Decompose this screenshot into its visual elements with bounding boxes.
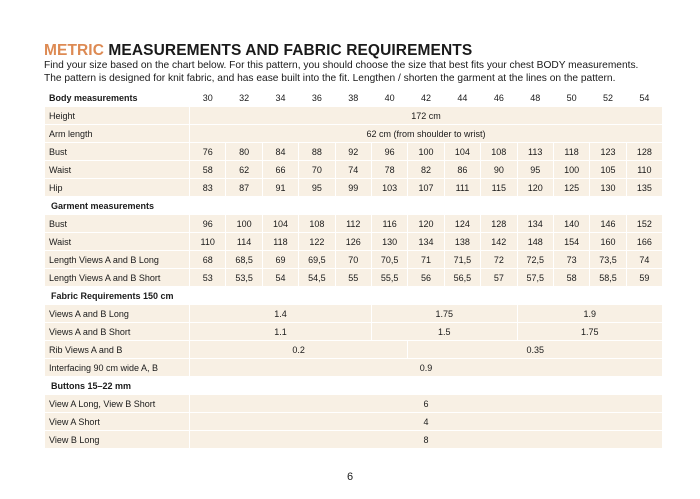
- size-header: 34: [275, 93, 286, 103]
- measurement-table: [44, 89, 663, 449]
- garment-header: Garment measurements: [51, 200, 155, 211]
- table-row: [45, 233, 662, 250]
- table-cell: 135: [627, 179, 662, 196]
- row-label: Bust: [45, 215, 189, 232]
- row-label: Rib Views A and B: [45, 341, 189, 358]
- size-header: 30: [202, 93, 213, 103]
- table-cell: 54: [263, 269, 298, 286]
- table-cell: 1.9: [518, 305, 663, 322]
- size-header: 32: [239, 93, 250, 103]
- table-cell: 53: [190, 269, 225, 286]
- size-header: 54: [639, 93, 650, 103]
- section-header-row: [45, 377, 662, 394]
- intro-text: [44, 60, 638, 85]
- table-cell: 57: [481, 269, 516, 286]
- size-header: 40: [384, 93, 395, 103]
- table-row: [45, 305, 662, 322]
- table-cell: 82: [408, 161, 443, 178]
- table-cell: 130: [590, 179, 625, 196]
- table-row: [45, 143, 662, 160]
- table-row: [45, 413, 662, 430]
- row-label: Height: [45, 107, 189, 124]
- table-cell: 146: [590, 215, 625, 232]
- table-cell: 59: [627, 269, 662, 286]
- table-cell: 80: [226, 143, 261, 160]
- table-cell: 118: [263, 233, 298, 250]
- table-cell: 120: [518, 179, 553, 196]
- title-accent: METRIC: [44, 42, 105, 59]
- table-row: [45, 107, 662, 124]
- row-label: Bust: [45, 143, 189, 160]
- table-cell: 74: [336, 161, 371, 178]
- table-cell: 128: [627, 143, 662, 160]
- row-label: Arm length: [45, 125, 189, 142]
- table-row: [45, 323, 662, 340]
- height-value: 172 cm: [190, 107, 662, 124]
- table-cell: 72,5: [518, 251, 553, 268]
- table-cell: 105: [590, 161, 625, 178]
- table-cell: 152: [627, 215, 662, 232]
- table-cell: 68: [190, 251, 225, 268]
- body-header-row: [45, 90, 662, 106]
- row-label: View A Long, View B Short: [45, 395, 189, 412]
- table-cell: 1.1: [190, 323, 371, 340]
- table-cell: 0.35: [408, 341, 662, 358]
- table-row: [45, 269, 662, 286]
- table-cell: 78: [372, 161, 407, 178]
- table-cell: 104: [263, 215, 298, 232]
- table-cell: 134: [518, 215, 553, 232]
- table-cell: 86: [445, 161, 480, 178]
- table-cell: 112: [336, 215, 371, 232]
- size-header: 36: [311, 93, 322, 103]
- table-cell: 100: [226, 215, 261, 232]
- table-cell: 1.75: [372, 305, 517, 322]
- table-cell: 128: [481, 215, 516, 232]
- table-cell: 53,5: [226, 269, 261, 286]
- table-cell: 130: [372, 233, 407, 250]
- table-cell: 104: [445, 143, 480, 160]
- table-cell: 114: [226, 233, 261, 250]
- table-cell: 110: [190, 233, 225, 250]
- table-cell: 70: [336, 251, 371, 268]
- row-label: Length Views A and B Long: [45, 251, 189, 268]
- intro-line: Find your size based on the chart below. For this pattern, you should choose the size that best fits your chest BODY measurements.: [44, 60, 639, 71]
- table-cell: 56,5: [445, 269, 480, 286]
- table-cell: 111: [445, 179, 480, 196]
- table-cell: 142: [481, 233, 516, 250]
- table-cell: 69: [263, 251, 298, 268]
- buttons-header: Buttons 15–22 mm: [51, 380, 132, 391]
- table-cell: 120: [408, 215, 443, 232]
- table-cell: 74: [627, 251, 662, 268]
- table-cell: 0.9: [190, 359, 662, 376]
- table-cell: 8: [190, 431, 662, 448]
- size-header: 38: [348, 93, 359, 103]
- table-cell: 99: [336, 179, 371, 196]
- table-cell: 96: [190, 215, 225, 232]
- table-cell: 87: [226, 179, 261, 196]
- table-cell: 57,5: [518, 269, 553, 286]
- table-row: [45, 251, 662, 268]
- row-label: Hip: [45, 179, 189, 196]
- row-label: Views A and B Long: [45, 305, 189, 322]
- row-label: Length Views A and B Short: [45, 269, 189, 286]
- section-header-row: [45, 287, 662, 304]
- table-cell: 100: [554, 161, 589, 178]
- table-cell: 90: [481, 161, 516, 178]
- table-cell: 122: [299, 233, 334, 250]
- table-cell: 73: [554, 251, 589, 268]
- table-cell: 1.4: [190, 305, 371, 322]
- table-cell: 58: [190, 161, 225, 178]
- table-cell: 84: [263, 143, 298, 160]
- table-cell: 58: [554, 269, 589, 286]
- table-row: [45, 431, 662, 448]
- table-cell: 1.5: [372, 323, 517, 340]
- table-cell: 110: [627, 161, 662, 178]
- intro-line: The pattern is designed for knit fabric, and has ease built into the fit. Lengthen / shorten the garment at the lines on the pattern.: [44, 72, 616, 84]
- section-header-row: [45, 197, 662, 214]
- size-header: 48: [530, 93, 541, 103]
- table-cell: 55: [336, 269, 371, 286]
- table-cell: 118: [554, 143, 589, 160]
- table-cell: 76: [190, 143, 225, 160]
- table-cell: 66: [263, 161, 298, 178]
- table-cell: 73,5: [590, 251, 625, 268]
- size-header: 46: [493, 93, 504, 103]
- table-cell: 108: [481, 143, 516, 160]
- arm-length-value: 62 cm (from shoulder to wrist): [190, 125, 662, 142]
- body-header: Body measurements: [49, 93, 138, 103]
- row-label: Views A and B Short: [45, 323, 189, 340]
- table-cell: 91: [263, 179, 298, 196]
- table-row: [45, 341, 662, 358]
- table-row: [45, 161, 662, 178]
- table-cell: 125: [554, 179, 589, 196]
- page-number: 6: [346, 471, 354, 483]
- table-cell: 62: [226, 161, 261, 178]
- table-cell: 92: [336, 143, 371, 160]
- table-cell: 6: [190, 395, 662, 412]
- size-header: 44: [457, 93, 468, 103]
- table-cell: 4: [190, 413, 662, 430]
- table-cell: 70,5: [372, 251, 407, 268]
- table-cell: 160: [590, 233, 625, 250]
- table-cell: 95: [518, 161, 553, 178]
- table-cell: 107: [408, 179, 443, 196]
- table-cell: 1.75: [518, 323, 663, 340]
- table-cell: 115: [481, 179, 516, 196]
- table-cell: 126: [336, 233, 371, 250]
- table-row: [45, 179, 662, 196]
- table-cell: 56: [408, 269, 443, 286]
- table-cell: 100: [408, 143, 443, 160]
- table-cell: 70: [299, 161, 334, 178]
- table-cell: 58,5: [590, 269, 625, 286]
- table-cell: 68,5: [226, 251, 261, 268]
- table-cell: 83: [190, 179, 225, 196]
- table-row: [45, 215, 662, 232]
- table-cell: 166: [627, 233, 662, 250]
- table-cell: 116: [372, 215, 407, 232]
- row-label: Interfacing 90 cm wide A, B: [45, 359, 189, 376]
- table-cell: 134: [408, 233, 443, 250]
- table-cell: 71: [408, 251, 443, 268]
- table-cell: 88: [299, 143, 334, 160]
- table-cell: 124: [445, 215, 480, 232]
- table-cell: 96: [372, 143, 407, 160]
- table-cell: 138: [445, 233, 480, 250]
- row-label: Waist: [45, 233, 189, 250]
- row-label: View A Short: [45, 413, 189, 430]
- table-cell: 72: [481, 251, 516, 268]
- table-row: [45, 125, 662, 142]
- table-cell: 71,5: [445, 251, 480, 268]
- table-cell: 54,5: [299, 269, 334, 286]
- table-cell: 69,5: [299, 251, 334, 268]
- table-cell: 103: [372, 179, 407, 196]
- size-header: 52: [602, 93, 613, 103]
- table-row: [45, 395, 662, 412]
- fabric-header: Fabric Requirements 150 cm: [51, 290, 174, 301]
- table-cell: 123: [590, 143, 625, 160]
- title-rest: MEASUREMENTS AND FABRIC REQUIREMENTS: [104, 42, 473, 59]
- size-header: 42: [421, 93, 432, 103]
- table-cell: 148: [518, 233, 553, 250]
- size-header: 50: [566, 93, 577, 103]
- table-cell: 108: [299, 215, 334, 232]
- row-label: Waist: [45, 161, 189, 178]
- table-cell: 0.2: [190, 341, 407, 358]
- page-title: [44, 42, 472, 60]
- table-row: [45, 359, 662, 376]
- table-cell: 140: [554, 215, 589, 232]
- table-cell: 95: [299, 179, 334, 196]
- table-cell: 55,5: [372, 269, 407, 286]
- row-label: View B Long: [45, 431, 189, 448]
- table-cell: 113: [518, 143, 553, 160]
- table-cell: 154: [554, 233, 589, 250]
